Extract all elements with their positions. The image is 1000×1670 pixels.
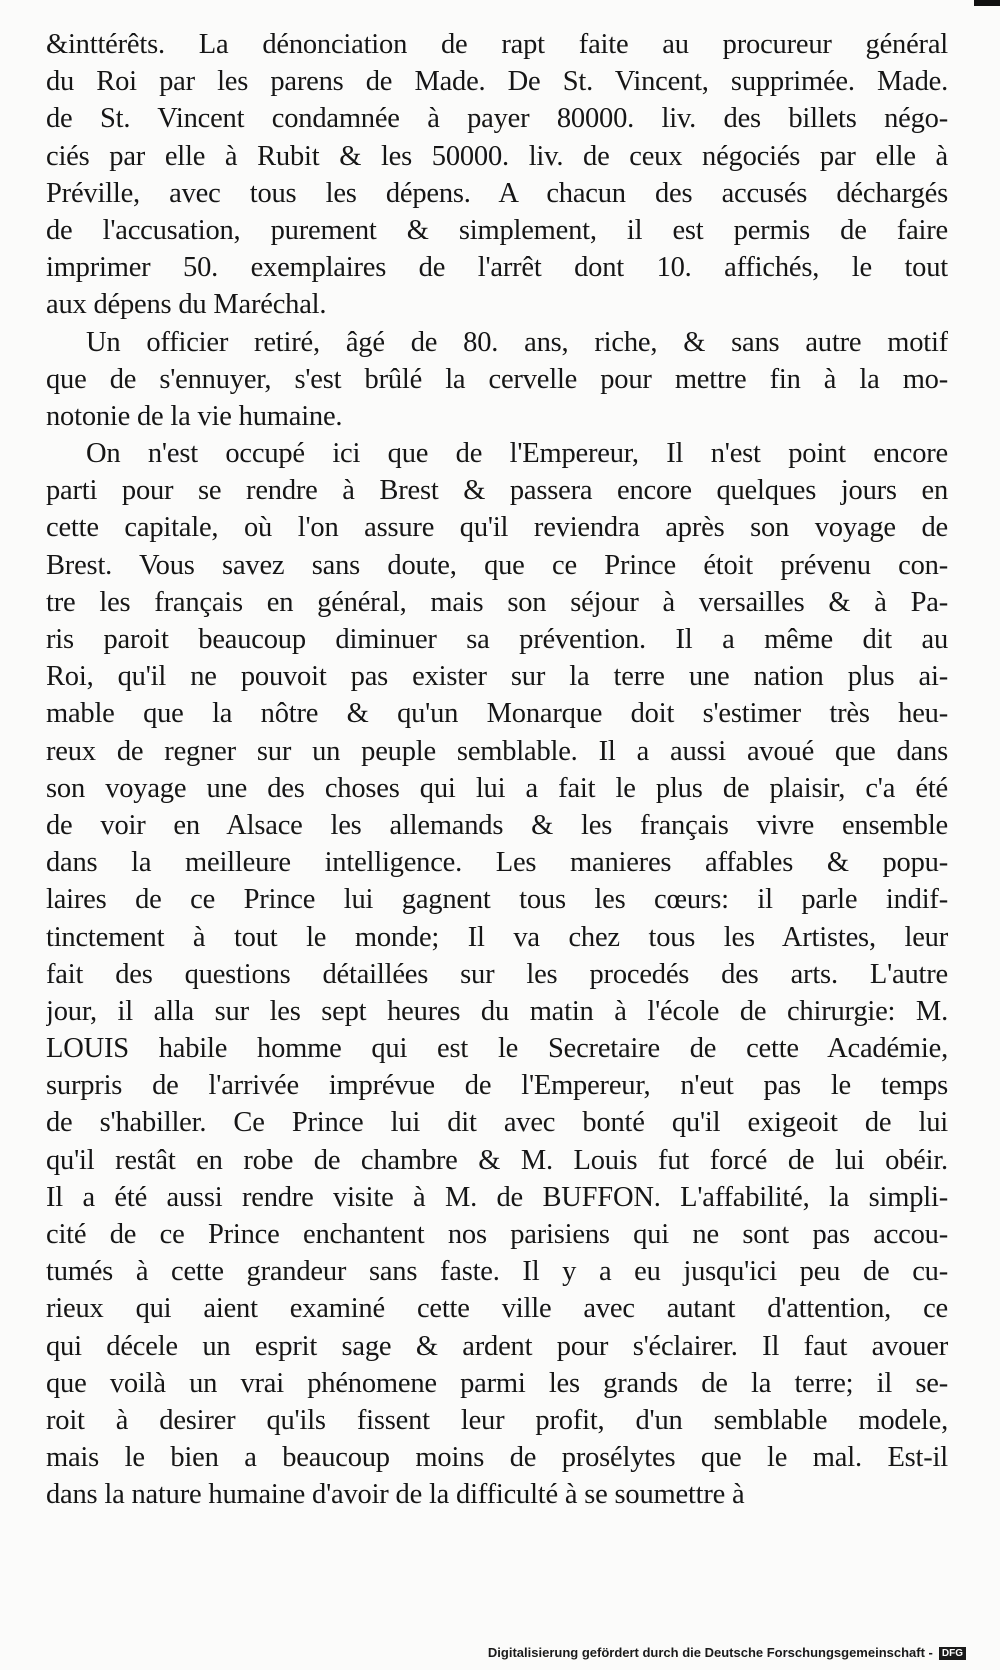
text-line: Brest. Vous savez sans doute, que ce Prince étoit prévenu con- bbox=[46, 549, 948, 581]
text-line: &inttérêts. La dénonciation de rapt faite au procureur général bbox=[46, 29, 948, 60]
text-line: son voyage une des choses qui lui a fait le plus de plaisir, c'a été bbox=[46, 772, 948, 804]
text-line: mais le bien a beaucoup moins de prosélytes que le mal. Est-il bbox=[46, 1442, 948, 1474]
text-line: fait des questions détaillées sur les procedés des arts. L'autre bbox=[46, 958, 948, 990]
text-line: de s'habiller. Ce Prince lui dit avec bonté qu'il exigeoit de lui bbox=[46, 1107, 948, 1139]
paragraph bbox=[46, 435, 948, 1513]
text-line: cette capitale, où l'on assure qu'il reviendra après son voyage de bbox=[46, 512, 948, 544]
text-line: qui décele un esprit sage & ardent pour s'éclairer. Il faut avouer bbox=[46, 1330, 948, 1362]
text-line: qu'il restât en robe de chambre & M. Louis fut forcé de lui obéir. bbox=[46, 1144, 948, 1176]
text-line: dans la meilleure intelligence. Les manieres affables & popu- bbox=[46, 847, 948, 879]
paragraph bbox=[46, 324, 948, 436]
text-line: ris paroit beaucoup diminuer sa prévention. Il a même dit au bbox=[46, 624, 948, 655]
text-line: parti pour se rendre à Brest & passera encore quelques jours en bbox=[46, 475, 948, 507]
text-line: tre les français en général, mais son séjour à versailles & à Pa- bbox=[46, 586, 948, 618]
text-line: de l'accusation, purement & simplement, il est permis de faire bbox=[46, 214, 948, 246]
text-line: Roi, qu'il ne pouvoit pas exister sur la terre une nation plus ai- bbox=[46, 661, 948, 693]
text-line: notonie de la vie humaine. bbox=[46, 400, 343, 432]
text-line: imprimer 50. exemplaires de l'arrêt dont 10. affichés, le tout bbox=[46, 252, 948, 284]
text-line: Préville, avec tous les dépens. A chacun des accusés déchargés bbox=[46, 177, 948, 209]
text-line: cité de ce Prince enchantent nos parisiens qui ne sont pas accou- bbox=[46, 1219, 948, 1250]
text-line: Il a été aussi rendre visite à M. de BUFFON. L'affabilité, la simpli- bbox=[46, 1181, 948, 1213]
text-line: mable que la nôtre & qu'un Monarque doit s'estimer très heu- bbox=[46, 698, 948, 730]
text-line: de St. Vincent condamnée à payer 80000. liv. des billets négo- bbox=[46, 103, 948, 135]
paragraph bbox=[46, 26, 948, 324]
text-line: laires de ce Prince lui gagnent tous les cœurs: il parle indif- bbox=[46, 884, 948, 916]
text-line: que de s'ennuyer, s'est brûlé la cervelle pour mettre fin à la mo- bbox=[46, 363, 948, 395]
text-line: surpris de l'arrivée imprévue de l'Empereur, n'eut pas le temps bbox=[46, 1070, 948, 1102]
text-line: ciés par elle à Rubit & les 50000. liv. de ceux négociés par elle à bbox=[46, 140, 948, 172]
text-line: roit à desirer qu'ils fissent leur profit, d'un semblable modele, bbox=[46, 1404, 948, 1436]
dfg-logo: DFG bbox=[939, 1647, 966, 1660]
text-line: rieux qui aient examiné cette ville avec autant d'attention, ce bbox=[46, 1293, 948, 1325]
text-line: tumés à cette grandeur sans faste. Il y a eu jusqu'ici peu de cu- bbox=[46, 1256, 948, 1288]
text-line: On n'est occupé ici que de l'Empereur, Il n'est point encore bbox=[86, 438, 948, 470]
text-line: de voir en Alsace les allemands & les français vivre ensemble bbox=[46, 809, 948, 841]
text-line: jour, il alla sur les sept heures du matin à l'école de chirurgie: M. bbox=[46, 995, 948, 1027]
text-line: aux dépens du Maréchal. bbox=[46, 289, 327, 321]
body-text bbox=[46, 26, 948, 1514]
corner-mark bbox=[974, 0, 1000, 6]
text-line: que voilà un vrai phénomene parmi les grands de la terre; il se- bbox=[46, 1367, 948, 1399]
text-line: reux de regner sur un peuple semblable. Il a aussi avoué que dans bbox=[46, 735, 948, 767]
text-line: LOUIS habile homme qui est le Secretaire de cette Académie, bbox=[46, 1033, 948, 1065]
text-line: tinctement à tout le monde; Il va chez tous les Artistes, leur bbox=[46, 921, 948, 953]
text-line: dans la nature humaine d'avoir de la difficulté à se soumettre à bbox=[46, 1479, 745, 1511]
digitization-credit bbox=[488, 1645, 966, 1660]
text-line: Un officier retiré, âgé de 80. ans, riche, & sans autre motif bbox=[86, 326, 948, 358]
digitization-credit-text: Digitalisierung gefördert durch die Deutsche Forschungsgemeinschaft - bbox=[487, 1645, 933, 1660]
text-line: du Roi par les parens de Made. De St. Vincent, supprimée. Made. bbox=[46, 66, 948, 98]
